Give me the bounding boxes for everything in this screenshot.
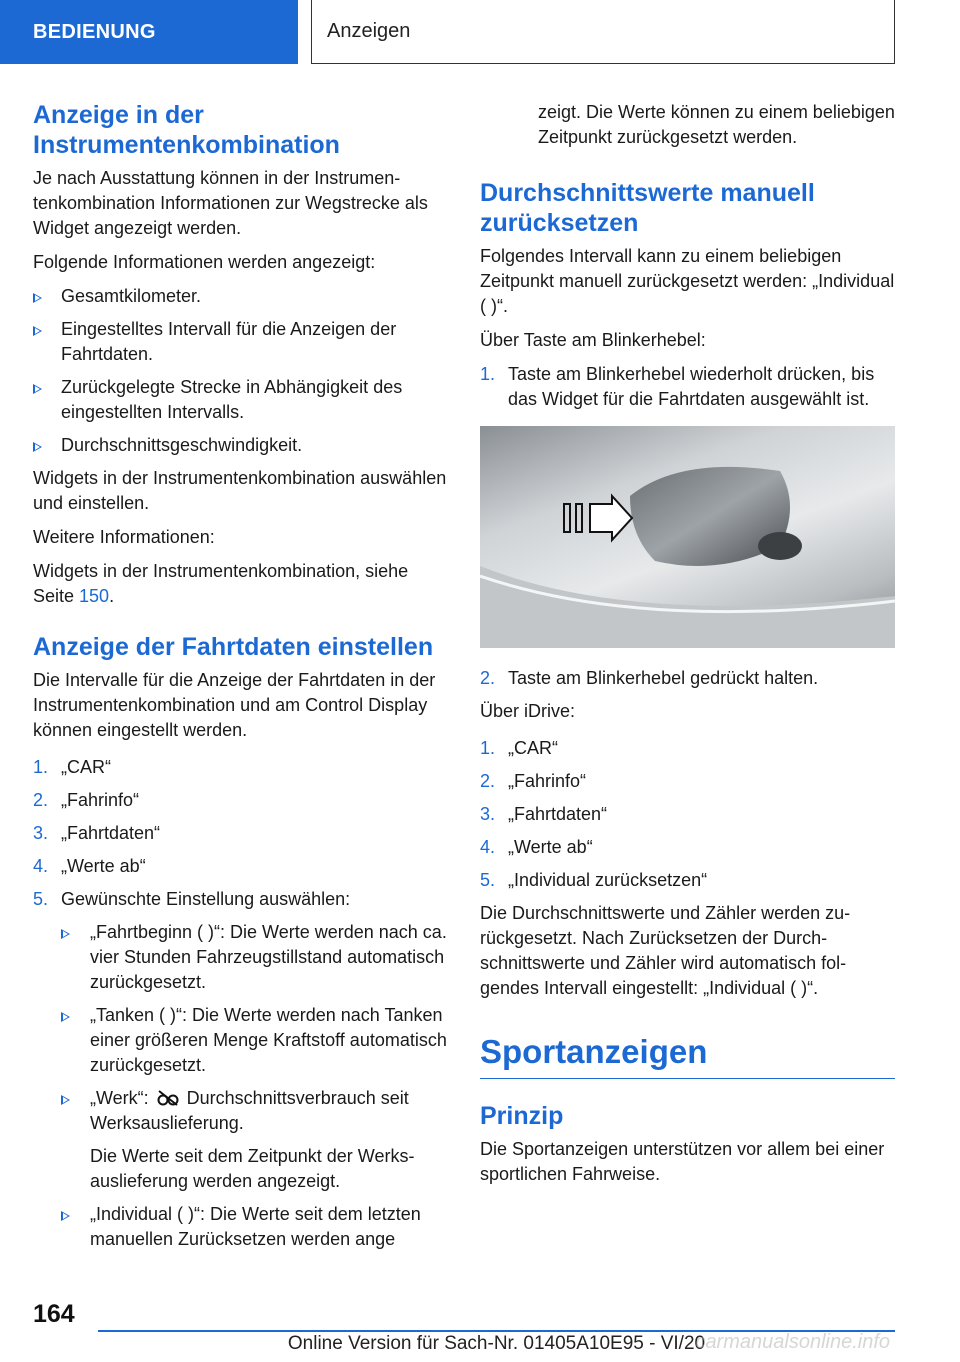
left-column [33,100,447,1260]
heading-reset: Durchschnittswerte manuell zurücksetzen [480,179,815,237]
paragraph: Weitere Informationen: [33,527,215,547]
list-item: „Werk“: Durchschnittsverbrauch seit Werksauslieferung. Die Werte seit dem Zeitpunkt der Werksauslieferung werden angezeigt. [61,1086,447,1194]
triangle-bullet-icon [33,293,42,303]
page-reference-link[interactable]: 150 [79,586,110,606]
paragraph: Folgende Informationen werden angezeigt: [33,252,376,272]
paragraph: Über Taste am Blinkerhebel: [480,330,706,350]
list-item: Eingestelltes Intervall für die Anzeigen der Fahrtdaten. [33,317,447,367]
steps-list [480,362,895,412]
triangle-bullet-icon [61,1012,70,1022]
right-column [480,100,895,1196]
idrive-steps-list [480,736,895,893]
steps-list [480,666,895,691]
list-item: 3. „Fahrtdaten“ [33,823,161,843]
list-item: 4. „Werte ab“ [33,856,146,876]
turn-signal-lever-image [480,426,895,648]
list-item: 1. „CAR“ [33,757,111,777]
paragraph: Je nach Ausstattung können in der Instrumentenkombination Informationen zur Wegstrecke als Widget angezeigt werden. [33,168,428,238]
paragraph: Über iDrive: [480,701,576,721]
list-item: „Fahrtbeginn ( )“: Die Werte werden nach ca. vier Stunden Fahrzeugstillstand automatisch zurückgesetzt. [61,920,447,995]
triangle-bullet-icon [33,442,42,452]
paragraph: Die Intervalle für die Anzeige der Fahrtdaten in der Instrumentenkombination und am Control Display können eingestellt werden. [33,670,436,740]
triangle-bullet-icon [33,384,42,394]
list-item: Durchschnittsgeschwindigkeit. [33,433,447,458]
heading-prinzip: Prinzip [480,1102,564,1130]
triangle-bullet-icon [33,326,42,336]
list-item: Gesamtkilometer. [33,284,447,309]
fuel-consumption-icon [155,1089,181,1107]
list-item: „Individual ( )“: Die Werte seit dem letzten manuellen Zurücksetzen werden ange [61,1202,447,1252]
list-item: 1. Taste am Blinkerhebel wiederholt drücken, bis das Widget für die Fahrtdaten ausgewählt ist. [480,364,875,409]
heading-fahrtdaten: Anzeige der Fahrtdaten einstellen [33,633,434,661]
list-item: 2. Taste am Blinkerhebel gedrückt halten. [480,668,819,688]
steps-list [33,755,447,1252]
page-number: 164 [33,1300,75,1328]
list-item: „Tanken ( )“: Die Werte werden nach Tanken einer größeren Menge Kraftstoff automatisch zurückgesetzt. [61,1003,447,1078]
list-item: 4. „Werte ab“ [480,837,593,857]
list-item: 3. „Fahrtdaten“ [480,804,608,824]
paragraph: Widgets in der Instrumentenkombination auswählen und einstellen. [33,468,447,513]
paragraph: Die Durchschnittswerte und Zähler werden zurückgesetzt. Nach Zurücksetzen der Durchschnittswerte und Zähler wird automatisch folgendes Intervall eingestellt: „Individual ( )“. [480,903,851,998]
list-item: 1. „CAR“ [480,738,558,758]
triangle-bullet-icon [61,1095,70,1105]
list-item: 5. Gewünschte Einstellung auswählen: „Fahrtbeginn ( )“: Die Werte werden nach ca. vier Stunden Fahrzeugstillstand automatisch zurückgesetzt. „Tanken ( )“: Die Werte werden nach Tanken einer größeren Menge Kraftstoff automatisch zurückgesetzt. „Werk“: Durchschnittsverbrauch seit Werksauslieferung. Die Werte seit dem Zeitpunkt der Werksauslieferung werden angezeigt. „Individual ( )“: Die Werte seit dem letzten manuellen Zurücksetzen werden ange [33,887,447,1252]
list-item: 2. „Fahrinfo“ [33,790,140,810]
paragraph: Folgendes Intervall kann zu einem beliebigen Zeitpunkt manuell zurückgesetzt werden: „Individual ( )“. [480,246,895,316]
watermark: carmanualsonline.info [695,1331,890,1353]
footer-text: Online Version für Sach-Nr. 01405A10E95 - VI/20 [287,1333,706,1354]
paragraph: Widgets in der Instrumentenkombination, siehe Seite 150. [33,561,409,606]
paragraph: zeigt. Die Werte können zu einem beliebigen Zeitpunkt zurückgesetzt werden. [538,102,895,147]
heading-sportanzeigen: Sportanzeigen [480,1032,895,1079]
lever-illustration [480,426,895,648]
heading-widget: Anzeige in der Instrumentenkombination [33,101,340,159]
chapter-title: Anzeigen [311,0,895,64]
paragraph: Die Werte seit dem Zeitpunkt der Werksauslieferung werden angezeigt. [90,1146,415,1191]
sub-list [61,920,447,1252]
triangle-bullet-icon [61,1211,70,1221]
paragraph: Die Sportanzeigen unterstützen vor allem bei einer sportlichen Fahrweise. [480,1139,885,1184]
list-item: 2. „Fahrinfo“ [480,771,587,791]
info-list [33,284,447,458]
list-item: 5. „Individual zurücksetzen“ [480,870,708,890]
section-tab: BEDIENUNG [0,0,298,64]
triangle-bullet-icon [61,929,70,939]
list-item: Zurückgelegte Strecke in Abhängigkeit des eingestellten Intervalls. [33,375,447,425]
